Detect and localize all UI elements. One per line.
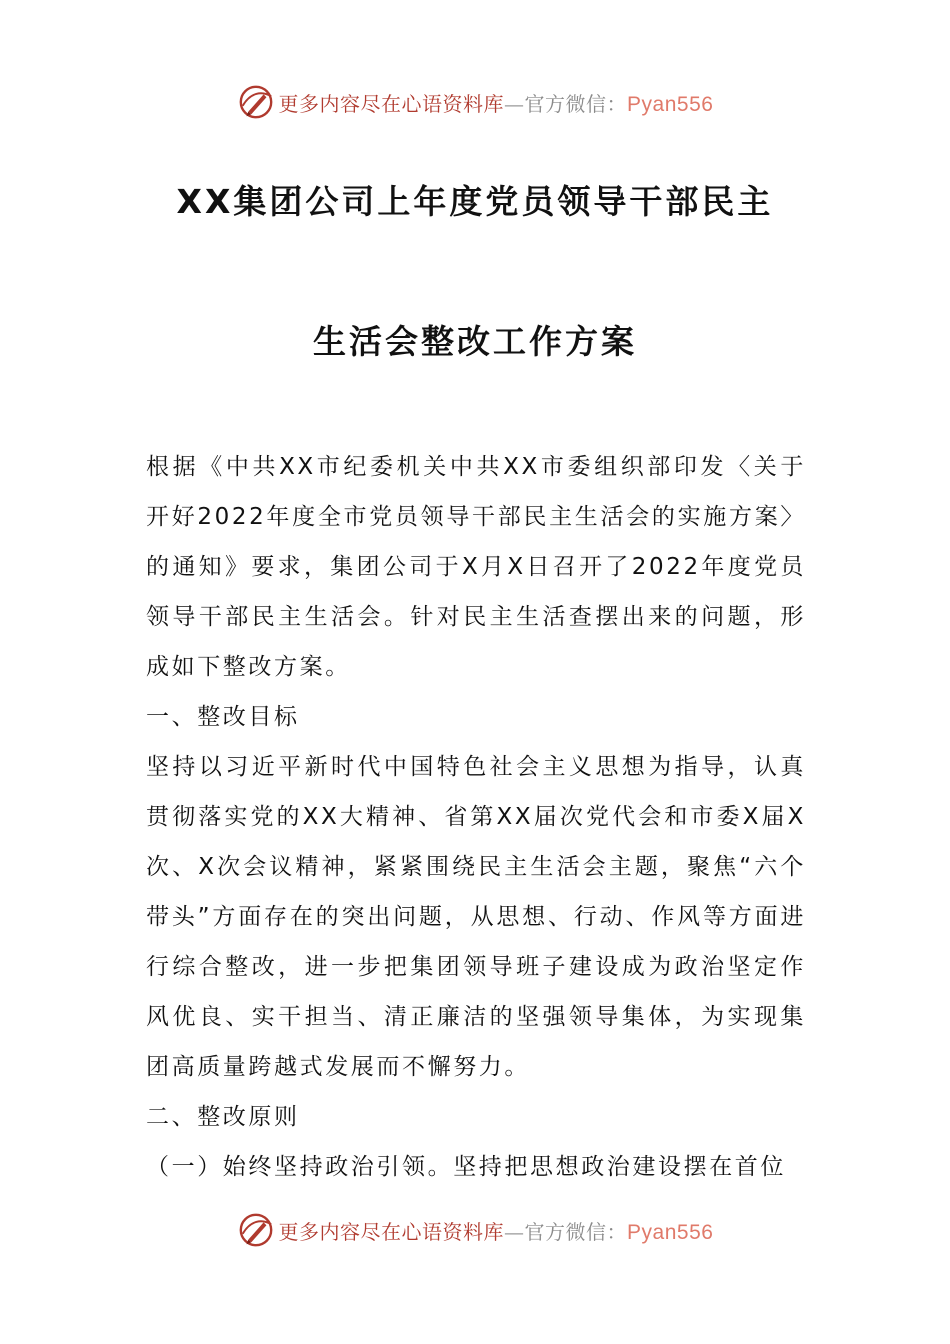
intro-paragraph: 根据《中共XX市纪委机关中共XX市委组织部印发〈关于开好2022年度全市党员领导干部民主生活会的实施方案〉的通知》要求，集团公司于X月X日召开了2022年度党员领导干部民主生活会。针对民主生活查摆出来的问题，形成如下整改方案。 <box>146 454 806 680</box>
watermark-wechat-label: 官方微信： <box>524 91 628 116</box>
watermark-wechat-label: 官方微信： <box>524 1219 628 1244</box>
watermark-wechat-id: Pyan556 <box>627 1220 714 1244</box>
footer-watermark <box>0 1210 950 1250</box>
watermark-text <box>279 1216 714 1245</box>
section1-paragraph: 坚持以习近平新时代中国特色社会主义思想为指导，认真贯彻落实党的XX大精神、省第XX届次党代会和市委X届X次、X次会议精神，紧紧围绕民主生活会主题，聚焦“六个带头”方面存在的突出问题，从思想、行动、作风等方面进行综合整改，进一步把集团领导班子建设成为政治坚定作风优良、实干担当、清正廉洁的坚强领导集体，为实现集团高质量跨越式发展而不懈努力。 <box>146 754 806 1080</box>
watermark-wechat-id: Pyan556 <box>627 92 714 116</box>
watermark-site: 更多内容尽在心语资料库 <box>278 1219 505 1244</box>
pen-logo-icon <box>237 1211 275 1249</box>
section2-heading: 二、整改原则 <box>146 1104 300 1130</box>
header-watermark <box>0 82 950 122</box>
document-title-line2: 生活会整改工作方案 <box>313 322 637 361</box>
watermark-separator: — <box>504 91 525 116</box>
section1-heading: 一、整改目标 <box>146 704 300 730</box>
pen-logo-icon <box>237 83 275 121</box>
document-title-line1: XX集团公司上年度党员领导干部民主 <box>176 182 774 221</box>
watermark-separator: — <box>504 1219 525 1244</box>
watermark-site: 更多内容尽在心语资料库 <box>278 91 505 116</box>
watermark-text <box>279 88 714 117</box>
document-body <box>146 442 806 1192</box>
section2-item1: （一）始终坚持政治引领。坚持把思想政治建设摆在首位 <box>146 1154 786 1180</box>
